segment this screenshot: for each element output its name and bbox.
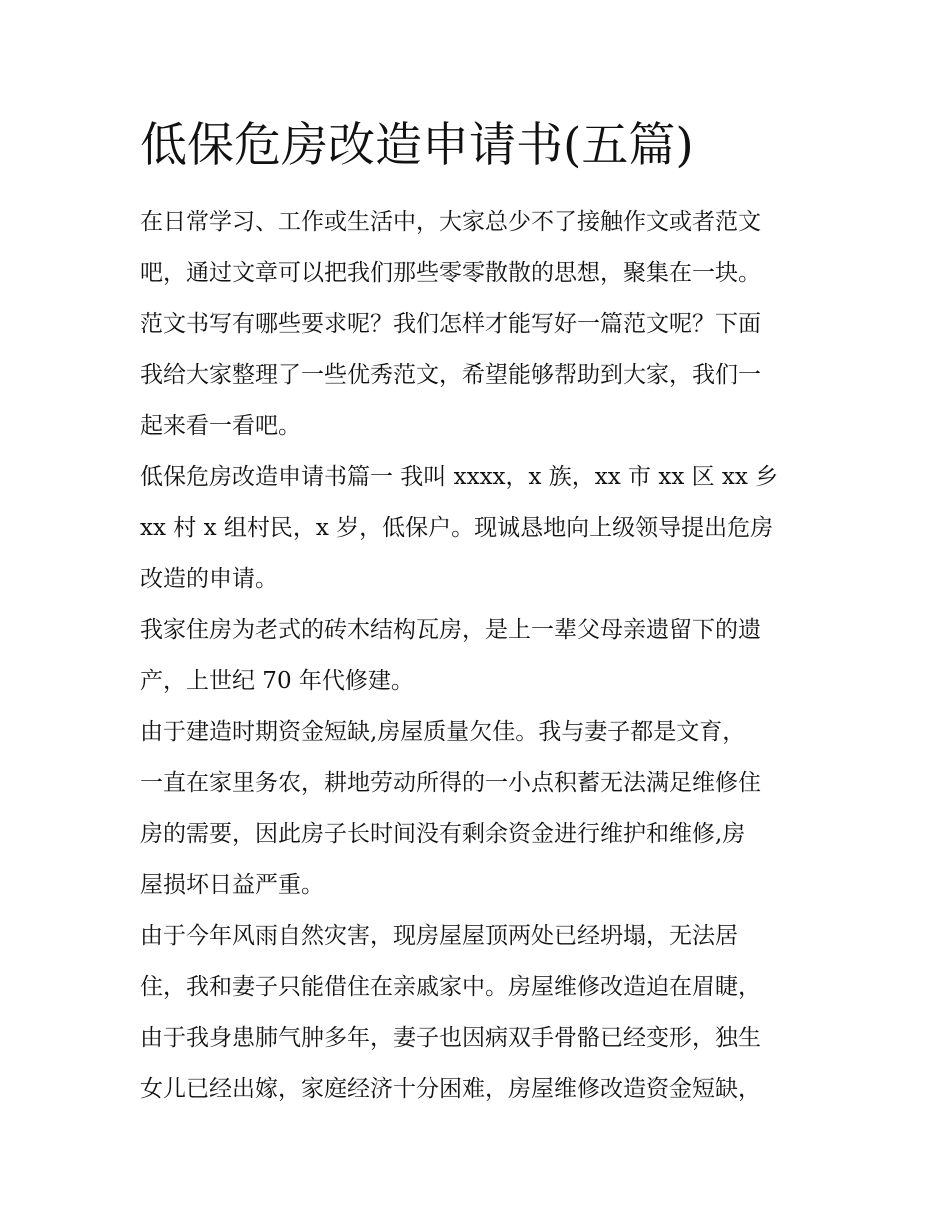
- text-line: xx 村 x 组村民，x 岁，低保户。现诚恳地向上级领导提出危房: [140, 515, 774, 541]
- text-line: 产，上世纪 70 年代修建。: [140, 668, 414, 694]
- text-line: 范文书写有哪些要求呢？我们怎样才能写好一篇范文呢？下面: [140, 311, 761, 337]
- text-line: 由于建造时期资金短缺,房屋质量欠佳。我与妻子都是文育，: [140, 719, 746, 745]
- document-title: 低保危房改造申请书(五篇): [140, 118, 694, 173]
- text-line: 由于我身患肺气肿多年，妻子也因病双手骨骼已经变形，独生: [140, 1025, 761, 1051]
- text-line: 我家住房为老式的砖木结构瓦房，是上一辈父母亲遗留下的遗: [140, 617, 761, 643]
- text-line: 住，我和妻子只能借住在亲戚家中。房屋维修改造迫在眉睫，: [140, 974, 761, 1000]
- text-line: 房的需要，因此房子长时间没有剩余资金进行维护和维修,房: [140, 821, 746, 847]
- document-body: [140, 197, 820, 1115]
- text-line: 由于今年风雨自然灾害，现房屋屋顶两处已经坍塌，无法居: [140, 923, 738, 949]
- text-line: 低保危房改造申请书篇一 我叫 xxxx，x 族，xx 市 xx 区 xx 乡: [140, 464, 779, 490]
- text-line: 起来看一看吧。: [140, 413, 301, 439]
- text-line: 屋损坏日益严重。: [140, 872, 324, 898]
- text-line: 女儿已经出嫁，家庭经济十分困难，房屋维修改造资金短缺，: [140, 1076, 761, 1102]
- text-line: 改造的申请。: [140, 566, 278, 592]
- text-line: 我给大家整理了一些优秀范文，希望能够帮助到大家，我们一: [140, 362, 761, 388]
- text-line: 吧，通过文章可以把我们那些零零散散的思想，聚集在一块。: [140, 260, 761, 286]
- text-line: 一直在家里务农，耕地劳动所得的一小点积蓄无法满足维修住: [140, 770, 761, 796]
- text-line: 在日常学习、工作或生活中，大家总少不了接触作文或者范文: [140, 209, 761, 235]
